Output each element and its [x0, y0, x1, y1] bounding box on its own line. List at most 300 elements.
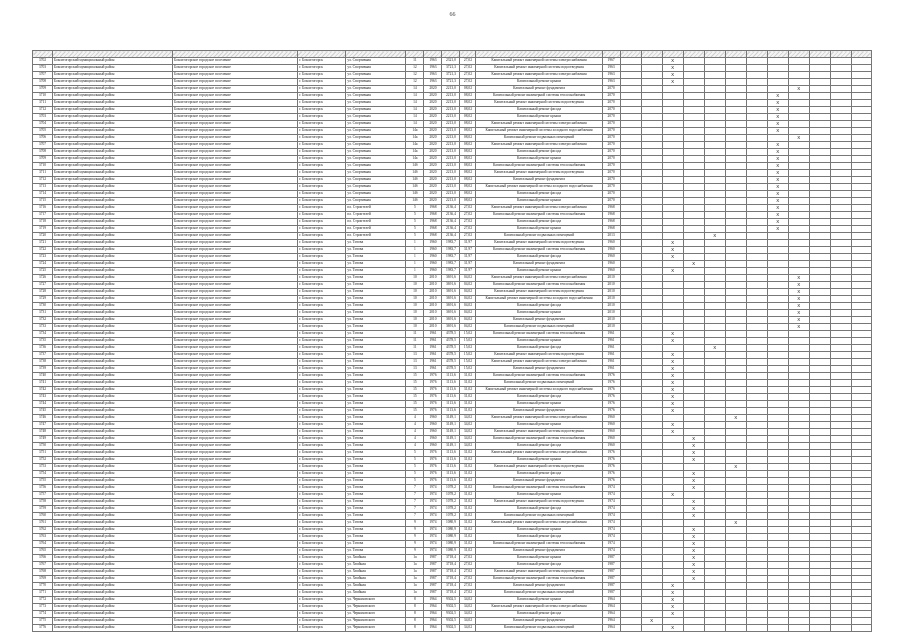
table-cell: ул. Спортивная	[346, 93, 406, 100]
work-type-cell	[830, 541, 851, 548]
table-cell: 08,02	[460, 100, 476, 107]
work-type-cell	[620, 79, 641, 86]
table-cell: ул. Титова	[346, 520, 406, 527]
table-cell: 2070	[602, 100, 620, 107]
work-type-cell	[620, 338, 641, 345]
table-row	[33, 555, 872, 562]
table-cell: 1968	[602, 219, 620, 226]
work-type-cell	[830, 233, 851, 240]
table-cell: 2013	[602, 233, 620, 240]
table-cell: ул. Титова	[346, 373, 406, 380]
work-type-cell	[725, 429, 746, 436]
work-type-cell	[767, 464, 788, 471]
work-type-cell	[683, 114, 704, 121]
table-row	[33, 268, 872, 275]
work-type-cell	[683, 317, 704, 324]
work-type-cell	[725, 254, 746, 261]
work-type-cell	[662, 261, 683, 268]
work-type-cell	[683, 352, 704, 359]
work-type-cell	[767, 534, 788, 541]
work-type-cell	[725, 422, 746, 429]
work-type-cell	[620, 205, 641, 212]
table-cell: Капитальный ремонт инженерной системы теплоснабжения	[476, 576, 602, 583]
work-type-cell: X	[767, 177, 788, 184]
work-type-cell	[704, 72, 725, 79]
table-cell: Капитальный ремонт фундамента	[476, 408, 602, 415]
table-cell: 04,02	[460, 324, 476, 331]
table-row	[33, 464, 872, 471]
work-type-cell: X	[662, 604, 683, 611]
work-type-cell	[641, 191, 662, 198]
table-cell: Бокситогорский муниципальный район	[53, 86, 173, 93]
table-cell: 27,02	[460, 576, 476, 583]
work-type-cell: X	[767, 100, 788, 107]
table-cell: 1976	[424, 471, 442, 478]
work-type-cell: X	[767, 93, 788, 100]
work-type-cell	[746, 331, 767, 338]
table-cell: пл. Строителей	[346, 205, 406, 212]
work-type-cell	[746, 163, 767, 170]
table-cell: г. Бокситогорск	[298, 212, 346, 219]
work-type-cell	[851, 163, 871, 170]
table-row	[33, 303, 872, 310]
work-type-cell	[746, 408, 767, 415]
work-type-cell	[620, 394, 641, 401]
table-cell: Бокситогорское городское поселение	[173, 513, 298, 520]
table-cell: Бокситогорское городское поселение	[173, 310, 298, 317]
table-row	[33, 415, 872, 422]
table-cell: ул. Хвойная	[346, 555, 406, 562]
work-type-cell	[725, 527, 746, 534]
capital-repair-table	[32, 50, 872, 632]
work-type-cell	[704, 149, 725, 156]
work-type-cell	[683, 58, 704, 65]
table-cell: ул. Титова	[346, 527, 406, 534]
work-type-cell: X	[767, 184, 788, 191]
table-cell: 2213,0	[442, 163, 460, 170]
table-cell: 2020	[424, 170, 442, 177]
work-type-cell	[788, 191, 809, 198]
table-cell: 27,02	[460, 65, 476, 72]
table-cell: Бокситогорское городское поселение	[173, 534, 298, 541]
work-type-cell	[683, 366, 704, 373]
table-cell: г. Бокситогорск	[298, 65, 346, 72]
work-type-cell	[725, 107, 746, 114]
table-cell: 9302,5	[442, 625, 460, 632]
work-type-cell	[809, 541, 830, 548]
work-type-cell	[851, 583, 871, 590]
work-type-cell	[704, 625, 725, 632]
work-type-cell	[725, 86, 746, 93]
table-cell: Капитальный ремонт инженерной системы теплоснабжения	[476, 373, 602, 380]
work-type-cell	[725, 513, 746, 520]
work-type-cell	[851, 156, 871, 163]
table-cell: 31,97	[460, 268, 476, 275]
table-cell: 3757	[33, 492, 53, 499]
table-cell: 1976	[424, 387, 442, 394]
work-type-cell	[620, 142, 641, 149]
work-type-cell	[767, 541, 788, 548]
work-type-cell	[851, 289, 871, 296]
table-cell: Бокситогорское городское поселение	[173, 212, 298, 219]
table-cell: Бокситогорский муниципальный район	[53, 142, 173, 149]
work-type-cell	[830, 569, 851, 576]
table-cell: 1080,9	[442, 527, 460, 534]
table-cell: 2010	[602, 303, 620, 310]
work-type-cell	[809, 100, 830, 107]
table-cell: 3770	[33, 583, 53, 590]
work-type-cell	[746, 583, 767, 590]
work-type-cell	[683, 156, 704, 163]
work-type-cell	[746, 247, 767, 254]
table-row	[33, 240, 872, 247]
table-cell: г. Бокситогорск	[298, 170, 346, 177]
table-cell: 3691,6	[442, 324, 460, 331]
table-row	[33, 394, 872, 401]
work-type-cell	[704, 282, 725, 289]
work-type-cell	[683, 611, 704, 618]
work-type-cell	[809, 464, 830, 471]
work-type-cell	[683, 142, 704, 149]
table-cell: Бокситогорский муниципальный район	[53, 436, 173, 443]
work-type-cell	[809, 499, 830, 506]
work-type-cell	[767, 303, 788, 310]
work-type-cell	[746, 373, 767, 380]
table-cell: Бокситогорское городское поселение	[173, 457, 298, 464]
work-type-cell	[683, 422, 704, 429]
work-type-cell	[767, 576, 788, 583]
table-cell: 15	[406, 401, 424, 408]
table-cell: 1113,6	[442, 408, 460, 415]
table-cell: Бокситогорский муниципальный район	[53, 618, 173, 625]
table-cell: Бокситогорское городское поселение	[173, 79, 298, 86]
table-cell: Бокситогорский муниципальный район	[53, 443, 173, 450]
table-cell: 14б	[406, 184, 424, 191]
work-type-cell	[767, 387, 788, 394]
work-type-cell: X	[683, 506, 704, 513]
work-type-cell	[809, 156, 830, 163]
work-type-cell	[851, 275, 871, 282]
work-type-cell	[788, 436, 809, 443]
work-type-cell	[788, 184, 809, 191]
table-cell: г. Бокситогорск	[298, 135, 346, 142]
work-type-cell	[683, 590, 704, 597]
work-type-cell	[788, 625, 809, 632]
work-type-cell: X	[662, 625, 683, 632]
table-cell: Бокситогорское городское поселение	[173, 163, 298, 170]
table-cell: 31,02	[460, 527, 476, 534]
work-type-cell	[662, 282, 683, 289]
table-cell: 1961	[424, 345, 442, 352]
work-type-cell	[809, 79, 830, 86]
table-cell: Капитальный ремонт инженерной системы водоотведения	[476, 429, 602, 436]
work-type-cell	[851, 107, 871, 114]
work-type-cell	[746, 233, 767, 240]
table-cell: 1а	[406, 569, 424, 576]
table-cell: 5	[406, 226, 424, 233]
table-cell: 3719	[33, 226, 53, 233]
table-cell: ул. Титова	[346, 492, 406, 499]
work-type-cell	[767, 380, 788, 387]
work-type-cell	[620, 296, 641, 303]
work-type-cell	[620, 254, 641, 261]
table-cell: 1961	[424, 331, 442, 338]
table-cell: 3751	[33, 450, 53, 457]
table-cell: г. Бокситогорск	[298, 408, 346, 415]
header-cell	[746, 51, 767, 58]
work-type-cell	[767, 450, 788, 457]
work-type-cell	[704, 79, 725, 86]
work-type-cell	[662, 310, 683, 317]
table-cell: 1960	[602, 254, 620, 261]
table-cell: 1080,9	[442, 541, 460, 548]
work-type-cell	[830, 338, 851, 345]
table-cell: 1960	[424, 415, 442, 422]
work-type-cell	[641, 275, 662, 282]
work-type-cell: X	[767, 198, 788, 205]
work-type-cell	[788, 72, 809, 79]
work-type-cell	[788, 492, 809, 499]
table-cell: 2213,0	[442, 149, 460, 156]
work-type-cell	[767, 597, 788, 604]
work-type-cell: X	[662, 352, 683, 359]
work-type-cell	[788, 366, 809, 373]
work-type-cell	[851, 352, 871, 359]
table-cell: 2010	[602, 317, 620, 324]
work-type-cell: X	[662, 366, 683, 373]
work-type-cell	[725, 268, 746, 275]
work-type-cell	[704, 576, 725, 583]
work-type-cell	[620, 597, 641, 604]
table-cell: 31,02	[460, 450, 476, 457]
work-type-cell	[809, 268, 830, 275]
work-type-cell: X	[683, 548, 704, 555]
table-cell: Капитальный ремонт фасада	[476, 191, 602, 198]
table-cell: Бокситогорский муниципальный район	[53, 100, 173, 107]
work-type-cell	[704, 422, 725, 429]
work-type-cell: X	[683, 457, 704, 464]
work-type-cell	[641, 611, 662, 618]
table-cell: 1987	[602, 590, 620, 597]
table-cell: 9	[406, 548, 424, 555]
work-type-cell	[641, 128, 662, 135]
table-cell: Бокситогорский муниципальный район	[53, 520, 173, 527]
work-type-cell	[662, 443, 683, 450]
work-type-cell: X	[683, 436, 704, 443]
work-type-cell	[851, 149, 871, 156]
work-type-cell	[851, 233, 871, 240]
table-cell: ул. Титова	[346, 345, 406, 352]
work-type-cell	[662, 534, 683, 541]
work-type-cell	[620, 485, 641, 492]
table-cell: 14а	[406, 149, 424, 156]
table-cell: Капитальный ремонт инженерной системы холодного водоснабжения	[476, 128, 602, 135]
table-cell: 3691,6	[442, 303, 460, 310]
work-type-cell	[830, 282, 851, 289]
work-type-cell	[641, 583, 662, 590]
work-type-cell	[788, 240, 809, 247]
work-type-cell	[620, 156, 641, 163]
table-cell: ул. Спортивная	[346, 177, 406, 184]
table-cell: Бокситогорский муниципальный район	[53, 457, 173, 464]
table-cell: 08,02	[460, 191, 476, 198]
work-type-cell	[746, 338, 767, 345]
work-type-cell	[641, 100, 662, 107]
work-type-cell	[746, 576, 767, 583]
work-type-cell	[767, 373, 788, 380]
table-cell: 3728	[33, 289, 53, 296]
table-cell: 3718,4	[442, 555, 460, 562]
work-type-cell	[704, 583, 725, 590]
table-cell: 3752	[33, 457, 53, 464]
work-type-cell	[851, 303, 871, 310]
work-type-cell: X	[662, 387, 683, 394]
work-type-cell	[725, 478, 746, 485]
table-cell: 2213,0	[442, 156, 460, 163]
table-cell: 10	[406, 296, 424, 303]
work-type-cell	[746, 282, 767, 289]
work-type-cell	[641, 331, 662, 338]
work-type-cell	[725, 317, 746, 324]
work-type-cell	[641, 373, 662, 380]
table-cell: г. Бокситогорск	[298, 576, 346, 583]
table-cell: Бокситогорский муниципальный район	[53, 198, 173, 205]
work-type-cell	[809, 317, 830, 324]
table-cell: 3710	[33, 93, 53, 100]
work-type-cell	[851, 555, 871, 562]
table-cell: 04,02	[460, 296, 476, 303]
table-cell: 3746	[33, 415, 53, 422]
work-type-cell	[641, 352, 662, 359]
work-type-cell: X	[662, 331, 683, 338]
work-type-cell	[641, 72, 662, 79]
table-cell: 31,02	[460, 506, 476, 513]
work-type-cell	[662, 548, 683, 555]
work-type-cell	[788, 331, 809, 338]
table-cell: 31,02	[460, 492, 476, 499]
work-type-cell	[767, 331, 788, 338]
table-row	[33, 352, 872, 359]
work-type-cell	[830, 534, 851, 541]
registry-sheet	[32, 50, 872, 632]
table-cell: Капитальный ремонт фундамента	[476, 618, 602, 625]
table-cell: 08,02	[460, 170, 476, 177]
table-cell: г. Бокситогорск	[298, 387, 346, 394]
work-type-cell	[746, 401, 767, 408]
table-cell: Бокситогорское городское поселение	[173, 541, 298, 548]
table-cell: ул. Хвойная	[346, 569, 406, 576]
table-cell: 3765	[33, 548, 53, 555]
table-cell: г. Бокситогорск	[298, 366, 346, 373]
work-type-cell	[641, 219, 662, 226]
table-cell: 27,02	[460, 590, 476, 597]
table-cell: 2020	[424, 163, 442, 170]
table-cell: 1974	[424, 485, 442, 492]
work-type-cell	[767, 492, 788, 499]
work-type-cell	[683, 177, 704, 184]
work-type-cell	[704, 408, 725, 415]
table-cell: 04,02	[460, 275, 476, 282]
table-row	[33, 604, 872, 611]
table-cell: 1974	[602, 541, 620, 548]
table-cell: 8	[406, 604, 424, 611]
work-type-cell	[809, 128, 830, 135]
work-type-cell	[851, 198, 871, 205]
work-type-cell	[620, 149, 641, 156]
work-type-cell	[830, 478, 851, 485]
table-cell: г. Бокситогорск	[298, 100, 346, 107]
work-type-cell	[746, 457, 767, 464]
work-type-cell	[830, 170, 851, 177]
table-cell: Бокситогорское городское поселение	[173, 100, 298, 107]
table-cell: 2010	[602, 296, 620, 303]
table-cell: Бокситогорское городское поселение	[173, 205, 298, 212]
work-type-cell	[830, 506, 851, 513]
work-type-cell	[788, 163, 809, 170]
work-type-cell	[809, 254, 830, 261]
table-cell: 2070	[602, 149, 620, 156]
table-cell: 34,02	[460, 604, 476, 611]
table-cell: 1974	[424, 513, 442, 520]
work-type-cell	[830, 100, 851, 107]
work-type-cell: X	[662, 72, 683, 79]
work-type-cell	[620, 611, 641, 618]
work-type-cell	[746, 170, 767, 177]
table-cell: Капитальный ремонт инженерной системы водоотведения	[476, 65, 602, 72]
page-number: 66	[449, 12, 456, 18]
table-cell: ул. Титова	[346, 436, 406, 443]
table-cell: 15,02	[460, 366, 476, 373]
work-type-cell	[767, 555, 788, 562]
table-cell: Бокситогорский муниципальный район	[53, 506, 173, 513]
table-cell: 1961	[424, 352, 442, 359]
table-cell: 1976	[424, 401, 442, 408]
work-type-cell	[641, 345, 662, 352]
table-cell: 27,02	[460, 212, 476, 219]
table-cell: ул. Спортивная	[346, 149, 406, 156]
table-cell: 1964	[424, 611, 442, 618]
work-type-cell	[788, 569, 809, 576]
work-type-cell	[746, 317, 767, 324]
table-cell: 15	[406, 394, 424, 401]
table-row	[33, 296, 872, 303]
table-cell: Бокситогорское городское поселение	[173, 324, 298, 331]
table-cell: 1983,7	[442, 240, 460, 247]
table-cell: 2070	[602, 142, 620, 149]
work-type-cell	[746, 93, 767, 100]
work-type-cell	[851, 226, 871, 233]
work-type-cell	[704, 401, 725, 408]
table-cell: ул. Спортивная	[346, 198, 406, 205]
work-type-cell: X	[641, 618, 662, 625]
work-type-cell	[620, 562, 641, 569]
table-cell: 3149,1	[442, 436, 460, 443]
table-cell: Бокситогорское городское поселение	[173, 156, 298, 163]
work-type-cell	[725, 555, 746, 562]
work-type-cell	[746, 212, 767, 219]
work-type-cell	[662, 170, 683, 177]
table-cell: Бокситогорский муниципальный район	[53, 65, 173, 72]
table-cell: Бокситогорское городское поселение	[173, 191, 298, 198]
header-cell	[641, 51, 662, 58]
work-type-cell: X	[725, 520, 746, 527]
work-type-cell	[767, 499, 788, 506]
table-row	[33, 184, 872, 191]
work-type-cell	[788, 233, 809, 240]
work-type-cell	[641, 247, 662, 254]
table-row	[33, 625, 872, 632]
work-type-cell	[830, 72, 851, 79]
